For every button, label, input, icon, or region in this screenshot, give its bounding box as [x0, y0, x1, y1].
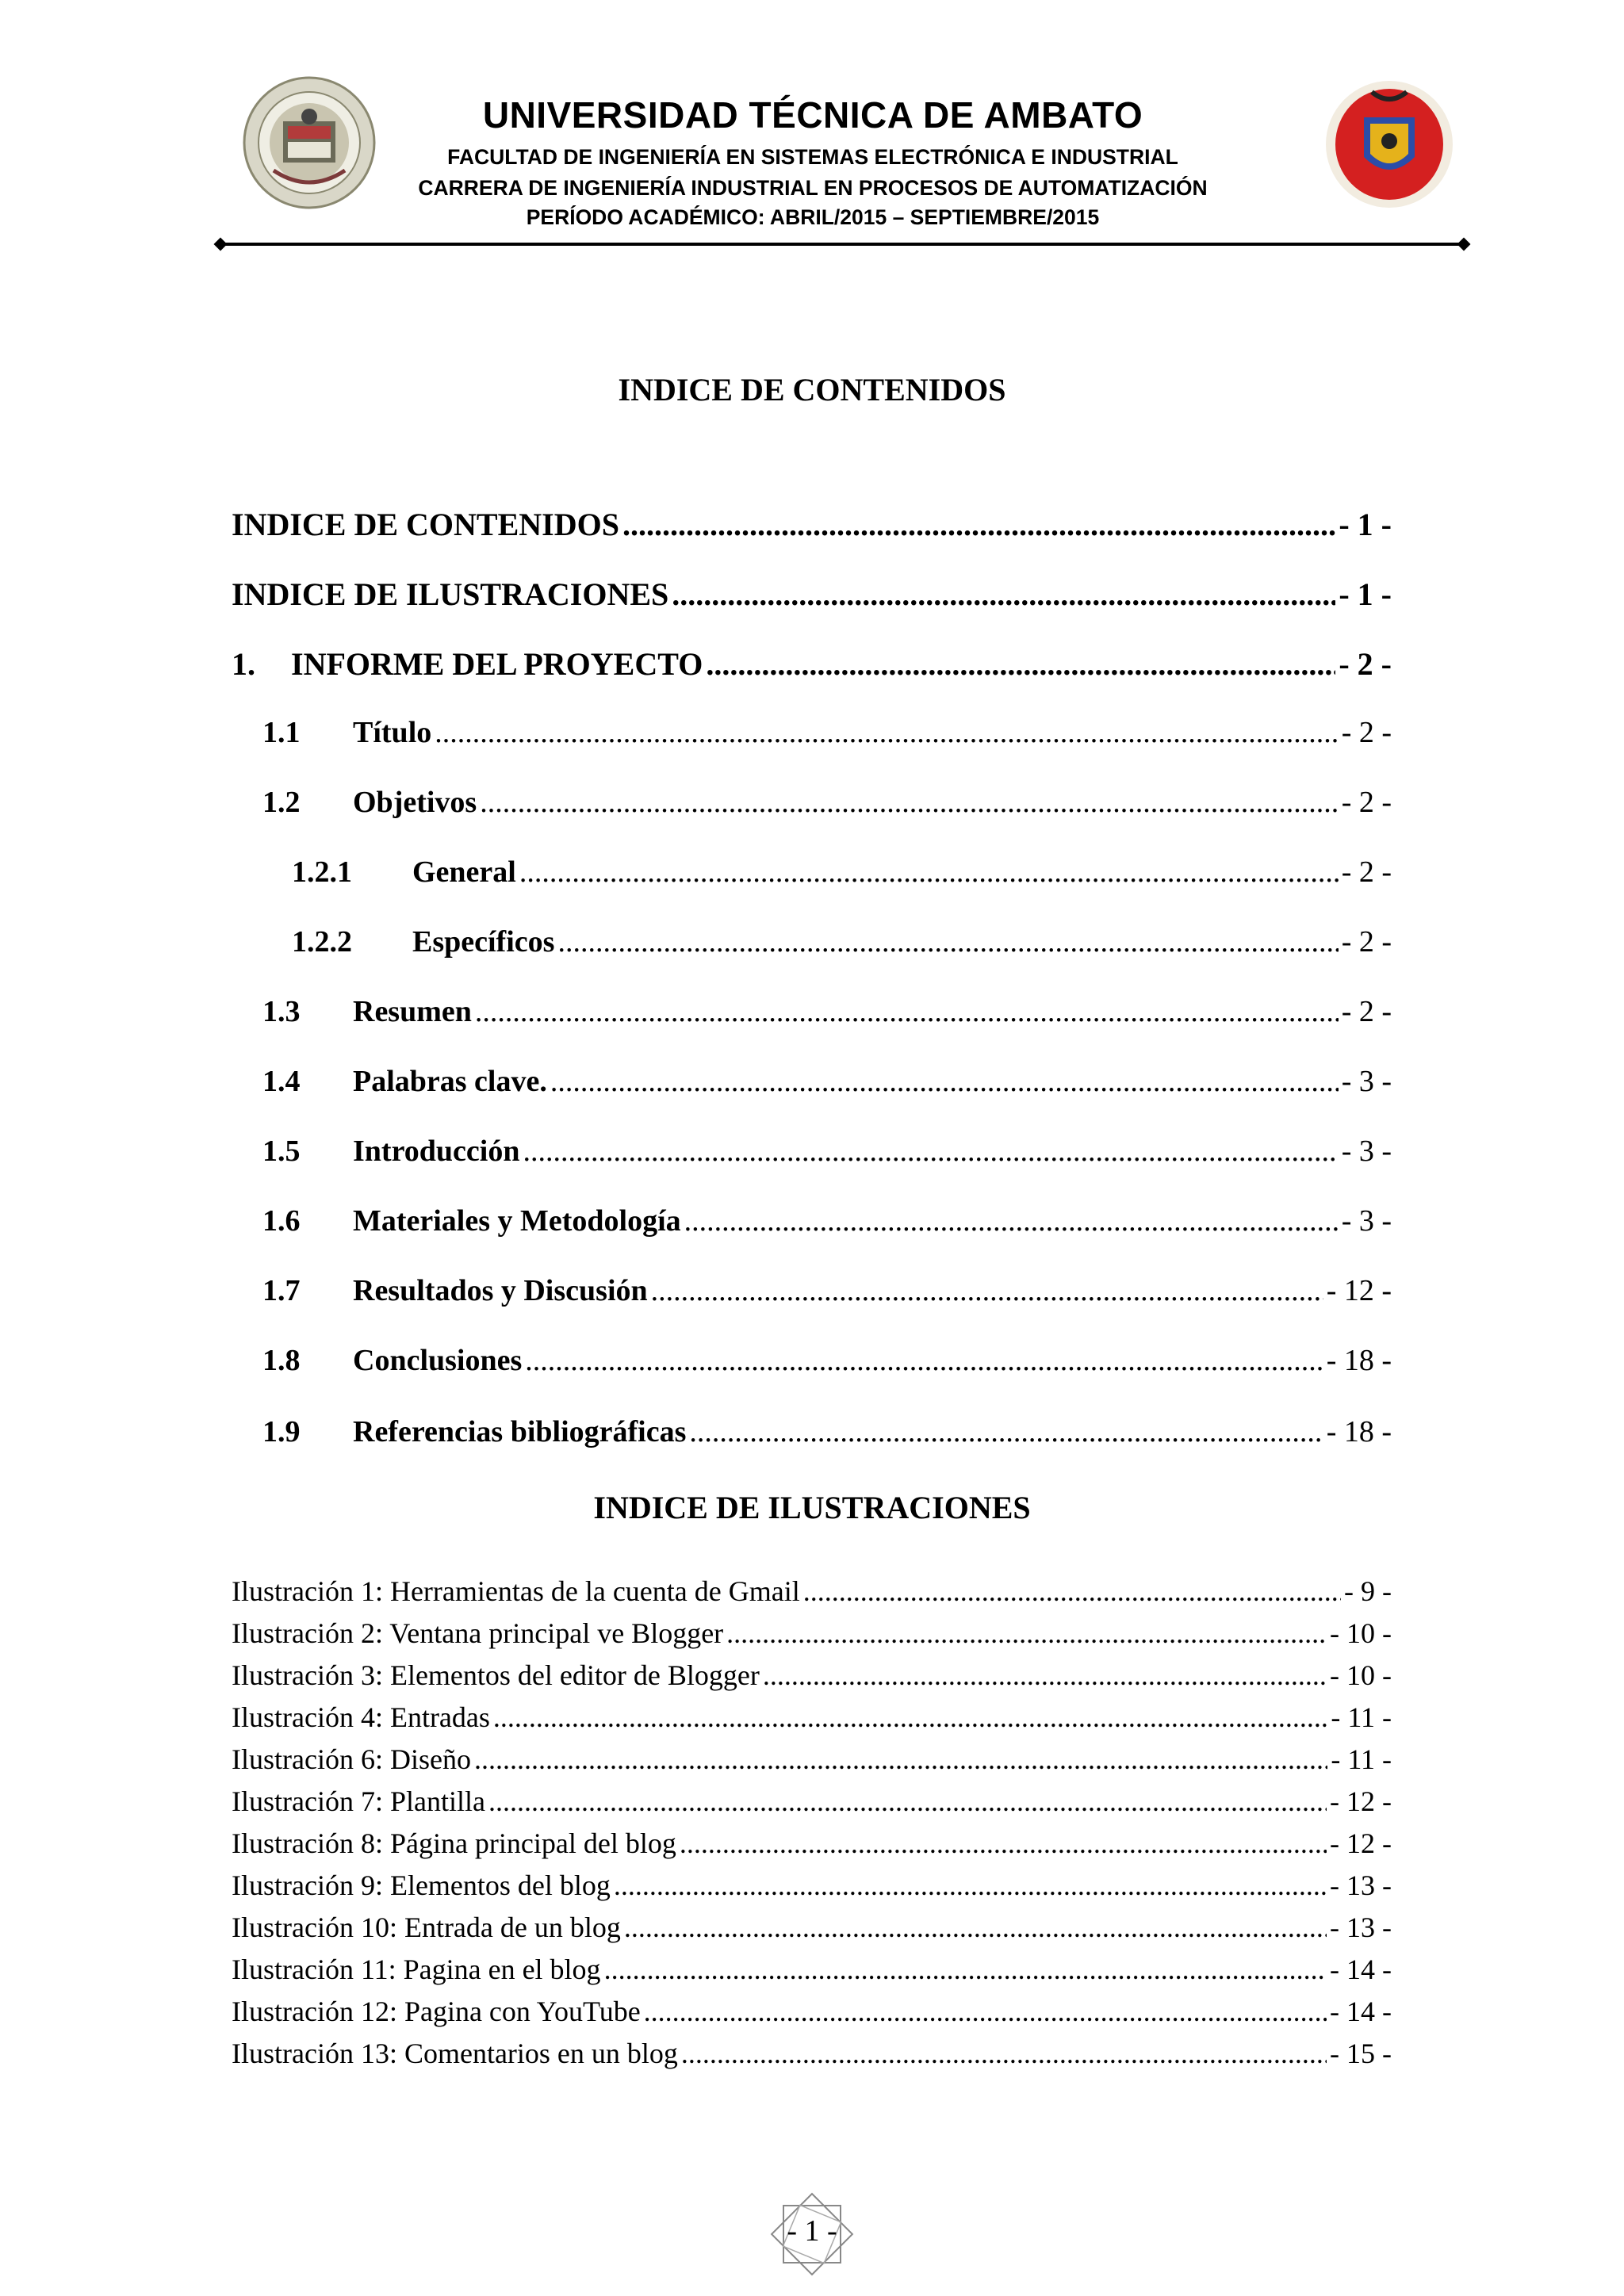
illustration-entry-label: Ilustración 6: Diseño: [232, 1743, 471, 1775]
illustration-entry[interactable]: [232, 1827, 1392, 1860]
illustration-entry-page: - 11 -: [1331, 1701, 1392, 1733]
toc-entry-page: - 2 -: [1339, 646, 1392, 682]
illustration-entry[interactable]: [232, 1953, 1392, 1986]
toc-entry-number: 1.1: [262, 716, 301, 749]
toc-dot-leader: [550, 1064, 1339, 1099]
career-name: CARRERA DE INGENIERÍA INDUSTRIAL EN PROCESOS DE AUTOMATIZACIÓN: [418, 176, 1208, 200]
faculty-name: FACULTAD DE INGENIERÍA EN SISTEMAS ELECTRÓNICA E INDUSTRIAL: [447, 145, 1178, 169]
illustration-entry-page: - 12 -: [1330, 1827, 1392, 1859]
illustration-dot-leader: [726, 1617, 1327, 1650]
toc-entry[interactable]: [232, 576, 1392, 613]
illustration-entry-label: Ilustración 2: Ventana principal ve Blogger: [232, 1617, 724, 1649]
illustration-entry[interactable]: [232, 1911, 1392, 1944]
illustration-dot-leader: [624, 1911, 1327, 1944]
toc-entry[interactable]: [262, 994, 1392, 1029]
illustration-entry-label: Ilustración 3: Elementos del editor de Blogger: [232, 1659, 760, 1691]
toc-entry-label: Materiales y Metodología: [353, 1204, 681, 1238]
illustration-entry-label: Ilustración 7: Plantilla: [232, 1785, 485, 1817]
toc-entry[interactable]: [262, 1343, 1392, 1378]
illustration-entry[interactable]: [232, 1995, 1392, 2028]
toc-entry-page: - 3 -: [1341, 1135, 1392, 1168]
illustration-entry-label: Ilustración 13: Comentarios en un blog: [232, 2038, 678, 2069]
toc-entry-label: INDICE DE CONTENIDOS: [232, 507, 619, 542]
toc-entry[interactable]: [292, 855, 1392, 890]
toc-dot-leader: [672, 576, 1335, 613]
toc-entry-number: 1.2.1: [292, 855, 352, 889]
illustration-entry[interactable]: [232, 1575, 1392, 1608]
illustration-dot-leader: [803, 1575, 1341, 1608]
toc-entry-label: INFORME DEL PROYECTO: [291, 646, 703, 682]
toc-dot-leader: [622, 506, 1335, 543]
toc-entry-number: 1.2: [262, 786, 301, 819]
toc-entry-page: - 2 -: [1341, 995, 1392, 1028]
toc-entry[interactable]: [262, 1414, 1392, 1449]
university-name: UNIVERSIDAD TÉCNICA DE AMBATO: [482, 94, 1143, 136]
illustration-dot-leader: [644, 1995, 1327, 2028]
header-rule-right-end: [1457, 238, 1471, 251]
toc-dot-leader: [651, 1273, 1323, 1308]
illustration-dot-leader: [614, 1869, 1327, 1902]
toc-entry[interactable]: [262, 1203, 1392, 1238]
toc-entry-label: Resultados y Discusión: [353, 1274, 648, 1307]
illustration-entry-page: - 14 -: [1330, 1954, 1392, 1985]
toc-entry-label: Específicos: [412, 925, 555, 959]
toc-dot-leader: [684, 1203, 1339, 1238]
toc-dot-leader: [525, 1343, 1323, 1378]
illustration-dot-leader: [604, 1953, 1327, 1986]
toc-entry-number: 1.3: [262, 995, 301, 1028]
toc-entry-page: - 2 -: [1341, 925, 1392, 959]
header-divider: [220, 243, 1464, 246]
toc-entry[interactable]: [262, 785, 1392, 820]
illustration-entry-page: - 15 -: [1330, 2038, 1392, 2069]
illustration-entry[interactable]: [232, 1743, 1392, 1776]
toc-entry-number: 1.8: [262, 1344, 301, 1377]
toc-entry-page: - 18 -: [1326, 1344, 1392, 1377]
illustration-dot-leader: [681, 2037, 1327, 2070]
page-number: - 1 -: [787, 2214, 837, 2248]
toc-entry-page: - 2 -: [1341, 786, 1392, 819]
toc-dot-leader: [706, 645, 1335, 683]
toc-dot-leader: [523, 1134, 1338, 1169]
toc-entry-number: 1.7: [262, 1274, 301, 1307]
illustration-entry-page: - 9 -: [1344, 1575, 1392, 1607]
illustration-dot-leader: [474, 1743, 1327, 1776]
toc-entry-number: 1.4: [262, 1065, 301, 1098]
toc-entry-number: 1.9: [262, 1415, 301, 1448]
toc-entry-page: - 2 -: [1341, 855, 1392, 889]
illustration-entry-label: Ilustración 1: Herramientas de la cuenta de Gmail: [232, 1575, 800, 1607]
toc-entry-number: 1.5: [262, 1135, 301, 1168]
toc-dot-leader: [557, 924, 1338, 959]
toc-entry-label: INDICE DE ILUSTRACIONES: [232, 576, 669, 612]
toc-dot-leader: [519, 855, 1339, 890]
toc-entry-page: - 18 -: [1326, 1415, 1392, 1448]
illustration-entry-label: Ilustración 8: Página principal del blog: [232, 1827, 676, 1859]
toc-entry[interactable]: [262, 715, 1392, 750]
illustration-entry[interactable]: [232, 1617, 1392, 1650]
illustration-entry[interactable]: [232, 1659, 1392, 1692]
toc-entry-label: Título: [353, 716, 432, 749]
toc-entry-label: Introducción: [353, 1135, 520, 1168]
toc-entry-page: - 12 -: [1326, 1274, 1392, 1307]
toc-dot-leader: [435, 715, 1338, 750]
illustration-entry-label: Ilustración 12: Pagina con YouTube: [232, 1996, 641, 2027]
illustration-entry-page: - 13 -: [1330, 1869, 1392, 1901]
toc-entry[interactable]: [262, 1273, 1392, 1308]
illustration-entry-label: Ilustración 4: Entradas: [232, 1701, 490, 1733]
toc-dot-leader: [475, 994, 1339, 1029]
illustration-entry-page: - 10 -: [1330, 1617, 1392, 1649]
toc-entry-number: 1.6: [262, 1204, 301, 1238]
toc-entry[interactable]: [292, 924, 1392, 959]
illustration-dot-leader: [763, 1659, 1327, 1692]
illustration-entry[interactable]: [232, 2037, 1392, 2070]
illustration-entry-page: - 11 -: [1331, 1743, 1392, 1775]
toc-entry[interactable]: [232, 506, 1392, 543]
toc-entry-page: - 2 -: [1341, 716, 1392, 749]
toc-entry[interactable]: [232, 645, 1392, 683]
toc-entry-label: Palabras clave.: [353, 1065, 547, 1098]
illustration-entry-page: - 10 -: [1330, 1659, 1392, 1691]
illustration-entry-label: Ilustración 11: Pagina en el blog: [232, 1954, 601, 1985]
toc-entry-number: 1.: [232, 646, 255, 682]
toc-entry-number: 1.2.2: [292, 925, 352, 959]
toc-entry-page: - 3 -: [1341, 1204, 1392, 1238]
toc-entry-label: Objetivos: [353, 786, 477, 819]
toc-entry-label: Conclusiones: [353, 1344, 523, 1377]
toc-entry-label: Referencias bibliográficas: [353, 1415, 687, 1448]
illustration-dot-leader: [488, 1785, 1327, 1818]
toc-entry-page: - 1 -: [1339, 576, 1392, 612]
illustration-entry[interactable]: [232, 1701, 1392, 1734]
illustration-entry-label: Ilustración 10: Entrada de un blog: [232, 1911, 621, 1943]
illustration-dot-leader: [680, 1827, 1327, 1860]
academic-period: PERÍODO ACADÉMICO: ABRIL/2015 – SEPTIEMBRE/2015: [526, 205, 1100, 229]
toc-entry[interactable]: [262, 1134, 1392, 1169]
toc-entry[interactable]: [262, 1064, 1392, 1099]
faculty-shield-icon: [1323, 71, 1456, 210]
illustration-entry[interactable]: [232, 1869, 1392, 1902]
toc-entry-page: - 1 -: [1339, 507, 1392, 542]
toc-dot-leader: [480, 785, 1338, 820]
illustration-entry[interactable]: [232, 1785, 1392, 1818]
illustration-entry-page: - 13 -: [1330, 1911, 1392, 1943]
illustration-dot-leader: [493, 1701, 1327, 1734]
toc-dot-leader: [689, 1414, 1323, 1449]
toc-entry-page: - 3 -: [1341, 1065, 1392, 1098]
illustration-entry-label: Ilustración 9: Elementos del blog: [232, 1869, 611, 1901]
illustration-entry-page: - 12 -: [1330, 1785, 1392, 1817]
toc-entry-label: Resumen: [353, 995, 472, 1028]
toc-entry-label: General: [412, 855, 516, 889]
illustration-entry-page: - 14 -: [1330, 1996, 1392, 2027]
toc-title: INDICE DE CONTENIDOS: [618, 372, 1006, 408]
illustrations-title: INDICE DE ILUSTRACIONES: [593, 1490, 1031, 1525]
